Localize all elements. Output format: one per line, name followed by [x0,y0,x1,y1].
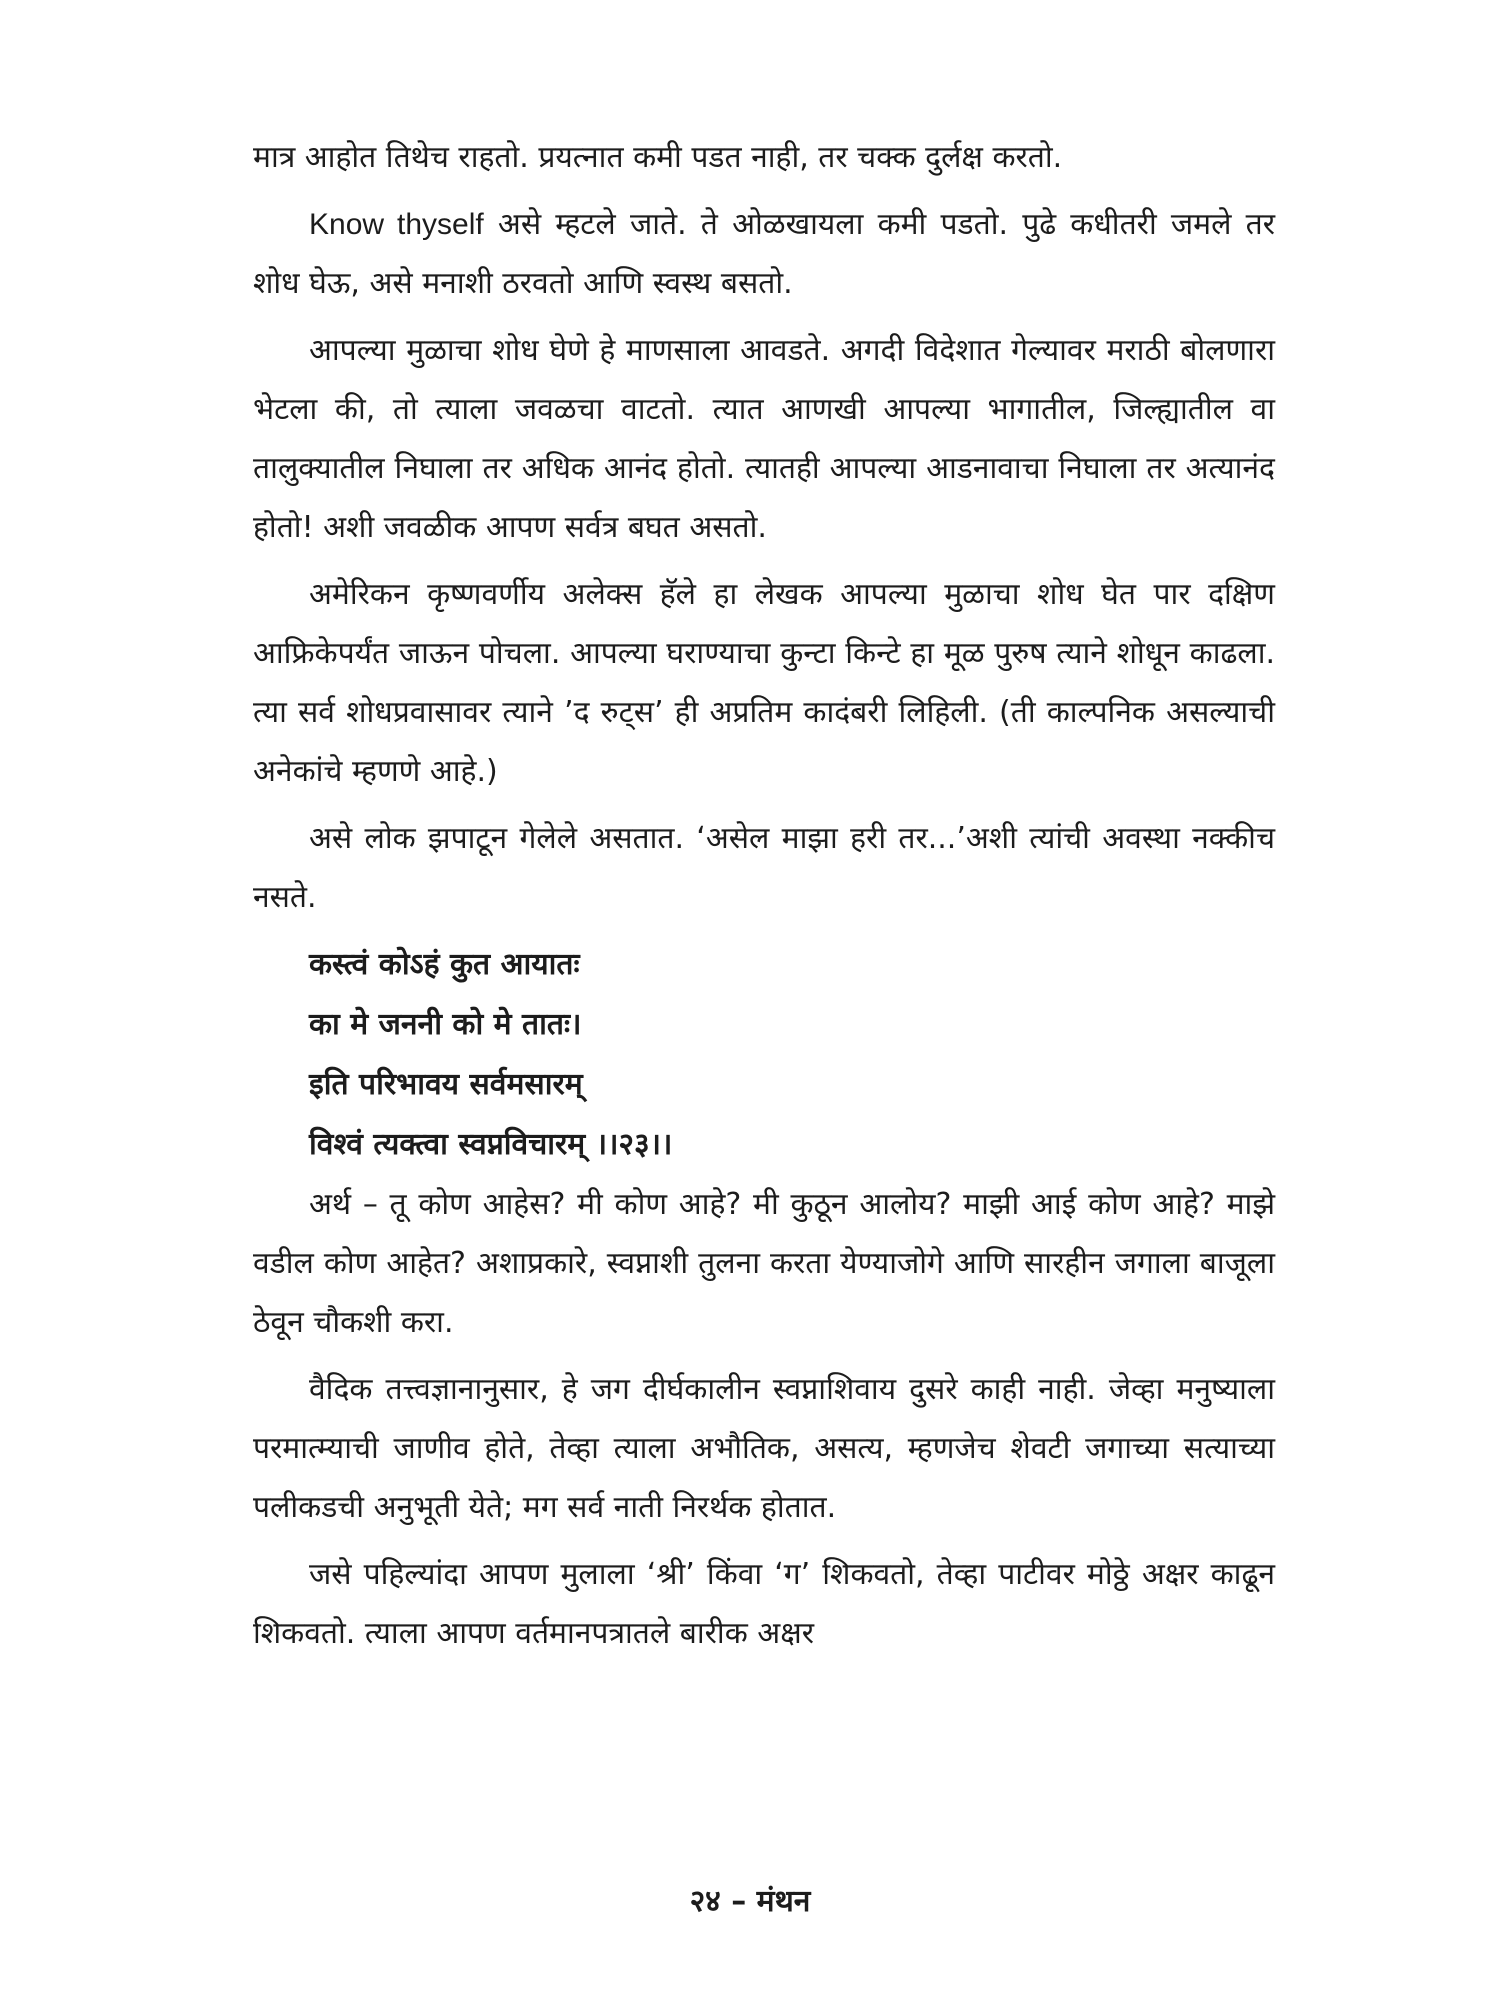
paragraph-5: असे लोक झपाटून गेलेले असतात. ‘असेल माझा हरी तर...’अशी त्यांची अवस्था नक्कीच नसते. [253,821,1275,915]
verse-line: इति परिभावय सर्वमसारम् [309,1067,583,1102]
paragraph-3: आपल्या मुळाचा शोध घेणे हे माणसाला आवडते. अगदी विदेशात गेल्यावर मराठी बोलणारा भेटला की, तो त्याला जवळचा वाटतो. त्यात आणखी आपल्या भागातील, जिल्ह्यातील वा तालुक्यातील निघाला तर अधिक आनंद होतो. त्यातही आपल्या आडनावाचा निघाला तर अत्यानंद होतो! अशी जवळीक आपण सर्वत्र बघत असतो. [253,333,1275,545]
paragraph-2 [253,195,1275,313]
paragraph-6: वैदिक तत्त्वज्ञानानुसार, हे जग दीर्घकालीन स्वप्नाशिवाय दुसरे काही नाही. जेव्हा मनुष्याला परमात्म्याची जाणीव होते, तेव्हा त्याला अभौतिक, असत्य, म्हणजेच शेवटी जगाच्या सत्याच्या पलीकडची अनुभूती येते; मग सर्व नाती निरर्थक होतात. [253,1372,1275,1525]
english-phrase: Know thyself [309,208,484,241]
verse-line: विश्वं त्यक्त्वा स्वप्नविचारम् ।।२३।। [309,1127,673,1162]
paragraph-1: मात्र आहोत तिथेच राहतो. प्रयत्नात कमी पडत नाही, तर चक्क दुर्लक्ष करतो. [253,140,1063,175]
paragraph-2-text: असे म्हटले जाते. ते ओळखायला कमी पडतो. पुढे कधीतरी जमले तर शोध घेऊ, असे मनाशी ठरवतो आणि स्वस्थ बसतो. [253,207,1275,301]
page-footer: २४ – मंथन [689,1884,811,1919]
sanskrit-verse [253,935,1275,1175]
paragraph-meaning: अर्थ – तू कोण आहेस? मी कोण आहे? मी कुठून आलोय? माझी आई कोण आहे? माझे वडील कोण आहेत? अशाप्रकारे, स्वप्नाशी तुलना करता येण्याजोगे आणि सारहीन जगाला बाजूला ठेवून चौकशी करा. [253,1187,1275,1340]
body-text [253,128,1275,1671]
verse-line: का मे जननी को मे तातः। [309,1007,582,1042]
paragraph-4: अमेरिकन कृष्णवर्णीय अलेक्स हॅले हा लेखक आपल्या मुळाचा शोध घेत पार दक्षिण आफ्रिकेपर्यंत जाऊन पोचला. आपल्या घराण्याचा कुन्टा किन्टे हा मूळ पुरुष त्याने शोधून काढला. त्या सर्व शोधप्रवासावर त्याने ’द रुट्स’ ही अप्रतिम कादंबरी लिहिली. (ती काल्पनिक असल्याची अनेकांचे म्हणणे आहे.) [253,577,1275,789]
verse-line: कस्त्वं कोऽहं कुत आयातः [309,947,580,982]
paragraph-7: जसे पहिल्यांदा आपण मुलाला ‘श्री’ किंवा ‘ग’ शिकवतो, तेव्हा पाटीवर मोठ्ठे अक्षर काढून शिकवतो. त्याला आपण वर्तमानपत्रातले बारीक अक्षर [253,1557,1275,1651]
